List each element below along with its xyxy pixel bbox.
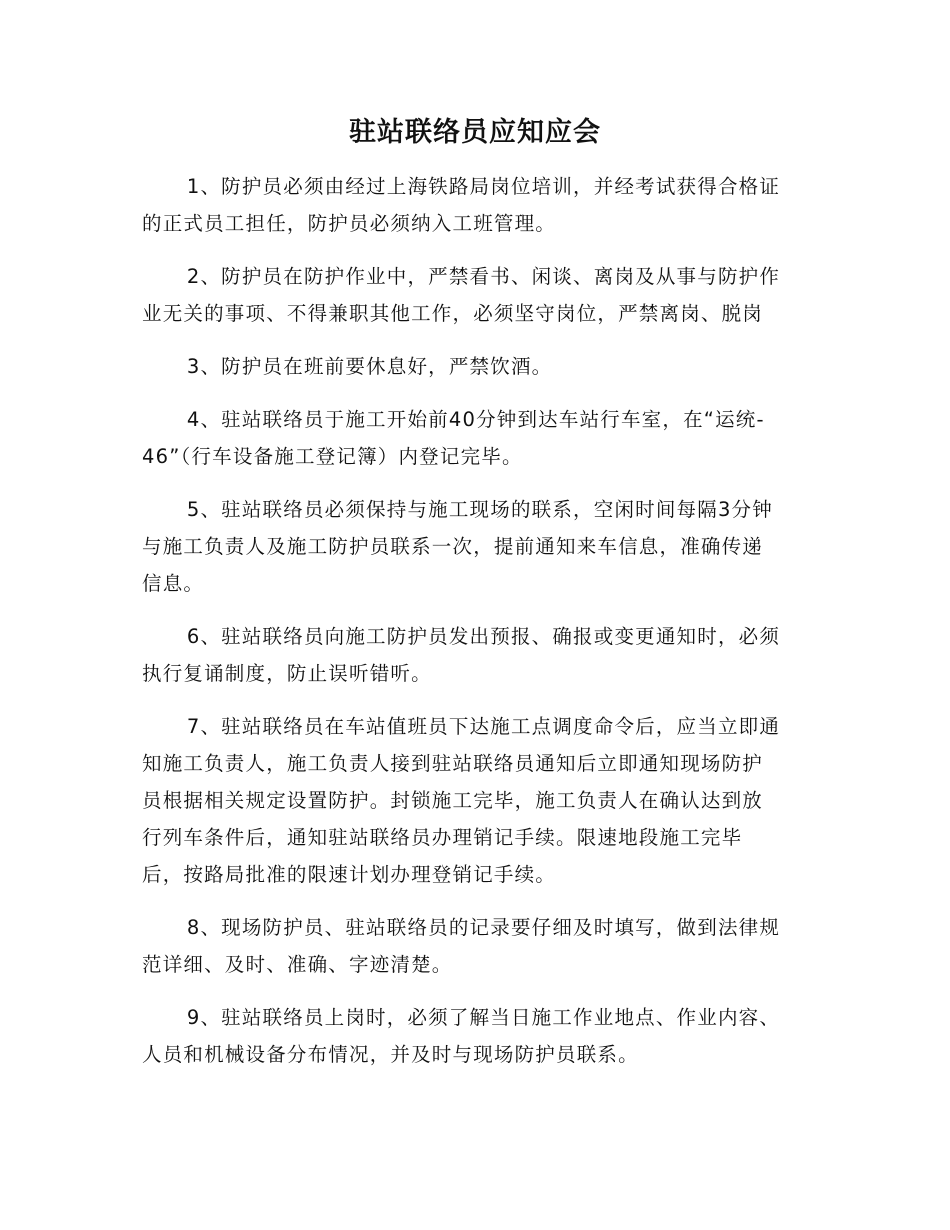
paragraph-line: 4、驻站联络员于施工开始前40分钟到达车站行车室，在“运统-: [186, 408, 765, 431]
paragraph-line: 业无关的事项、不得兼职其他工作，必须坚守岗位，严禁离岗、脱岗: [142, 302, 764, 325]
document-body: [142, 168, 806, 1089]
paragraph-line: 与施工负责人及施工防护员联系一次，提前通知来车信息，准确传递: [142, 535, 764, 558]
paragraph-line: 7、驻站联络员在车站值班员下达施工点调度命令后，应当立即通: [186, 715, 781, 738]
paragraph-line: 3、防护员在班前要休息好，严禁饮酒。: [186, 355, 553, 378]
paragraph-line: 6、驻站联络员向施工防护员发出预报、确报或变更通知时，必须: [186, 625, 781, 648]
paragraph-line: 人员和机械设备分布情况，并及时与现场防护员联系。: [142, 1043, 639, 1066]
paragraph-line: 执行复诵制度，防止误听错听。: [142, 662, 432, 685]
paragraph-9: [142, 999, 806, 1073]
paragraph-line: 行列车条件后，通知驻站联络员办理销记手续。限速地段施工完毕: [142, 826, 743, 849]
paragraph-line: 员根据相关规定设置防护。封锁施工完毕，施工负责人在确认达到放: [142, 789, 764, 812]
paragraph-line: 后，按路局批准的限速计划办理登销记手续。: [142, 863, 557, 886]
document-title: 驻站联络员应知应会: [349, 117, 601, 148]
paragraph-line: 5、驻站联络员必须保持与施工现场的联系，空闲时间每隔3分钟: [186, 498, 773, 521]
paragraph-line: 2、防护员在防护作业中，严禁看书、闲谈、离岗及从事与防护作: [186, 265, 781, 288]
paragraph-line: 信息。: [142, 572, 205, 595]
paragraph-line: 1、防护员必须由经过上海铁路局岗位培训，并经考试获得合格证: [186, 175, 781, 198]
paragraph-8: [142, 909, 806, 983]
paragraph-1: [142, 168, 806, 242]
paragraph-5: [142, 491, 806, 602]
paragraph-line: 范详细、及时、准确、字迹清楚。: [142, 953, 453, 976]
paragraph-6: [142, 618, 806, 692]
paragraph-line: 知施工负责人，施工负责人接到驻站联络员通知后立即通知现场防护: [142, 752, 764, 775]
paragraph-line: 46”（行车设备施工登记簿）内登记完毕。: [142, 445, 523, 468]
paragraph-4: [142, 401, 806, 475]
paragraph-line: 8、现场防护员、驻站联络员的记录要仔细及时填写，做到法律规: [186, 916, 781, 939]
paragraph-line: 的正式员工担任，防护员必须纳入工班管理。: [142, 212, 557, 235]
paragraph-2: [142, 258, 806, 332]
paragraph-3: [142, 348, 806, 385]
paragraph-7: [142, 708, 806, 893]
paragraph-line: 9、驻站联络员上岗时，必须了解当日施工作业地点、作业内容、: [186, 1006, 781, 1029]
